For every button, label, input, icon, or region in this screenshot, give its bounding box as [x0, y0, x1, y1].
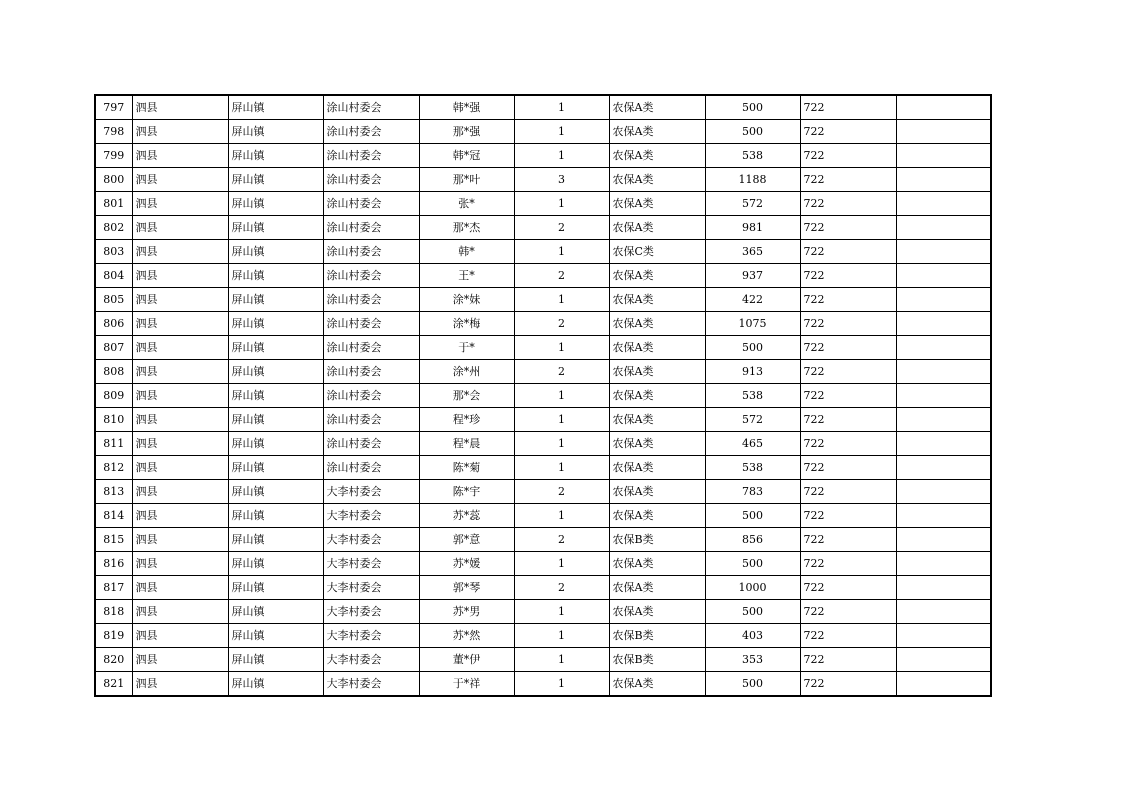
village-committee-cell: 大李村委会	[323, 600, 419, 624]
county-cell: 泗县	[132, 120, 228, 144]
household-size-cell: 1	[514, 95, 609, 120]
code-cell: 722	[800, 360, 896, 384]
category-cell: 农保A类	[609, 144, 705, 168]
table-row	[95, 480, 991, 504]
amount-cell: 538	[705, 384, 800, 408]
village-committee-cell: 大李村委会	[323, 504, 419, 528]
row-number-cell: 800	[95, 168, 132, 192]
amount-cell: 538	[705, 456, 800, 480]
table-row	[95, 552, 991, 576]
row-number-cell: 815	[95, 528, 132, 552]
name-cell: 韩*	[419, 240, 514, 264]
row-number-cell: 799	[95, 144, 132, 168]
table-row	[95, 312, 991, 336]
name-cell: 董*伊	[419, 648, 514, 672]
remark-cell	[896, 408, 991, 432]
remark-cell	[896, 168, 991, 192]
village-committee-cell: 涂山村委会	[323, 408, 419, 432]
village-committee-cell: 涂山村委会	[323, 240, 419, 264]
table-row	[95, 456, 991, 480]
town-cell: 屏山镇	[228, 504, 323, 528]
village-committee-cell: 涂山村委会	[323, 95, 419, 120]
household-size-cell: 1	[514, 432, 609, 456]
town-cell: 屏山镇	[228, 480, 323, 504]
amount-cell: 500	[705, 336, 800, 360]
category-cell: 农保B类	[609, 624, 705, 648]
row-number-cell: 797	[95, 95, 132, 120]
village-committee-cell: 大李村委会	[323, 648, 419, 672]
household-size-cell: 1	[514, 144, 609, 168]
amount-cell: 353	[705, 648, 800, 672]
name-cell: 涂*梅	[419, 312, 514, 336]
amount-cell: 856	[705, 528, 800, 552]
town-cell: 屏山镇	[228, 600, 323, 624]
code-cell: 722	[800, 672, 896, 697]
town-cell: 屏山镇	[228, 360, 323, 384]
code-cell: 722	[800, 624, 896, 648]
category-cell: 农保A类	[609, 432, 705, 456]
household-size-cell: 1	[514, 600, 609, 624]
town-cell: 屏山镇	[228, 264, 323, 288]
town-cell: 屏山镇	[228, 408, 323, 432]
table-row	[95, 432, 991, 456]
table-row	[95, 192, 991, 216]
amount-cell: 913	[705, 360, 800, 384]
code-cell: 722	[800, 408, 896, 432]
amount-cell: 937	[705, 264, 800, 288]
household-size-cell: 2	[514, 312, 609, 336]
row-number-cell: 807	[95, 336, 132, 360]
code-cell: 722	[800, 168, 896, 192]
table-row	[95, 168, 991, 192]
county-cell: 泗县	[132, 456, 228, 480]
town-cell: 屏山镇	[228, 144, 323, 168]
remark-cell	[896, 648, 991, 672]
category-cell: 农保A类	[609, 168, 705, 192]
amount-cell: 500	[705, 600, 800, 624]
table-row	[95, 504, 991, 528]
amount-cell: 1075	[705, 312, 800, 336]
table-row	[95, 672, 991, 697]
village-committee-cell: 涂山村委会	[323, 288, 419, 312]
town-cell: 屏山镇	[228, 432, 323, 456]
amount-cell: 403	[705, 624, 800, 648]
county-cell: 泗县	[132, 216, 228, 240]
county-cell: 泗县	[132, 312, 228, 336]
county-cell: 泗县	[132, 528, 228, 552]
code-cell: 722	[800, 95, 896, 120]
category-cell: 农保A类	[609, 120, 705, 144]
name-cell: 张*	[419, 192, 514, 216]
town-cell: 屏山镇	[228, 648, 323, 672]
county-cell: 泗县	[132, 192, 228, 216]
county-cell: 泗县	[132, 168, 228, 192]
category-cell: 农保A类	[609, 408, 705, 432]
household-size-cell: 1	[514, 336, 609, 360]
table-row	[95, 336, 991, 360]
county-cell: 泗县	[132, 240, 228, 264]
name-cell: 陈*宇	[419, 480, 514, 504]
code-cell: 722	[800, 216, 896, 240]
county-cell: 泗县	[132, 480, 228, 504]
name-cell: 韩*冠	[419, 144, 514, 168]
code-cell: 722	[800, 600, 896, 624]
name-cell: 苏*然	[419, 624, 514, 648]
category-cell: 农保B类	[609, 648, 705, 672]
remark-cell	[896, 192, 991, 216]
town-cell: 屏山镇	[228, 168, 323, 192]
amount-cell: 500	[705, 504, 800, 528]
remark-cell	[896, 528, 991, 552]
category-cell: 农保A类	[609, 552, 705, 576]
name-cell: 王*	[419, 264, 514, 288]
county-cell: 泗县	[132, 432, 228, 456]
code-cell: 722	[800, 144, 896, 168]
village-committee-cell: 大李村委会	[323, 624, 419, 648]
village-committee-cell: 涂山村委会	[323, 192, 419, 216]
household-size-cell: 1	[514, 504, 609, 528]
county-cell: 泗县	[132, 144, 228, 168]
code-cell: 722	[800, 240, 896, 264]
amount-cell: 981	[705, 216, 800, 240]
table-row	[95, 624, 991, 648]
remark-cell	[896, 312, 991, 336]
remark-cell	[896, 336, 991, 360]
household-size-cell: 1	[514, 240, 609, 264]
row-number-cell: 818	[95, 600, 132, 624]
village-committee-cell: 大李村委会	[323, 672, 419, 697]
table-row	[95, 120, 991, 144]
village-committee-cell: 涂山村委会	[323, 216, 419, 240]
table-row	[95, 360, 991, 384]
row-number-cell: 804	[95, 264, 132, 288]
remark-cell	[896, 360, 991, 384]
county-cell: 泗县	[132, 576, 228, 600]
remark-cell	[896, 552, 991, 576]
table-body	[95, 95, 991, 696]
town-cell: 屏山镇	[228, 528, 323, 552]
household-size-cell: 2	[514, 360, 609, 384]
category-cell: 农保C类	[609, 240, 705, 264]
category-cell: 农保A类	[609, 576, 705, 600]
remark-cell	[896, 95, 991, 120]
amount-cell: 1000	[705, 576, 800, 600]
remark-cell	[896, 600, 991, 624]
table-row	[95, 384, 991, 408]
county-cell: 泗县	[132, 336, 228, 360]
row-number-cell: 809	[95, 384, 132, 408]
category-cell: 农保A类	[609, 216, 705, 240]
name-cell: 于*祥	[419, 672, 514, 697]
row-number-cell: 813	[95, 480, 132, 504]
category-cell: 农保A类	[609, 192, 705, 216]
category-cell: 农保A类	[609, 360, 705, 384]
village-committee-cell: 涂山村委会	[323, 456, 419, 480]
code-cell: 722	[800, 312, 896, 336]
category-cell: 农保A类	[609, 456, 705, 480]
household-size-cell: 2	[514, 480, 609, 504]
name-cell: 程*晨	[419, 432, 514, 456]
code-cell: 722	[800, 120, 896, 144]
row-number-cell: 812	[95, 456, 132, 480]
row-number-cell: 816	[95, 552, 132, 576]
code-cell: 722	[800, 504, 896, 528]
household-size-cell: 1	[514, 672, 609, 697]
category-cell: 农保A类	[609, 600, 705, 624]
household-size-cell: 1	[514, 192, 609, 216]
amount-cell: 572	[705, 192, 800, 216]
remark-cell	[896, 240, 991, 264]
category-cell: 农保A类	[609, 384, 705, 408]
relief-list-table	[94, 94, 992, 697]
name-cell: 程*珍	[419, 408, 514, 432]
household-size-cell: 2	[514, 576, 609, 600]
household-size-cell: 3	[514, 168, 609, 192]
category-cell: 农保A类	[609, 264, 705, 288]
row-number-cell: 802	[95, 216, 132, 240]
amount-cell: 500	[705, 95, 800, 120]
code-cell: 722	[800, 648, 896, 672]
town-cell: 屏山镇	[228, 552, 323, 576]
row-number-cell: 801	[95, 192, 132, 216]
amount-cell: 538	[705, 144, 800, 168]
household-size-cell: 1	[514, 456, 609, 480]
name-cell: 那*会	[419, 384, 514, 408]
village-committee-cell: 涂山村委会	[323, 312, 419, 336]
county-cell: 泗县	[132, 504, 228, 528]
amount-cell: 1188	[705, 168, 800, 192]
village-committee-cell: 大李村委会	[323, 480, 419, 504]
town-cell: 屏山镇	[228, 240, 323, 264]
village-committee-cell: 涂山村委会	[323, 384, 419, 408]
remark-cell	[896, 624, 991, 648]
remark-cell	[896, 480, 991, 504]
household-size-cell: 1	[514, 648, 609, 672]
household-size-cell: 1	[514, 408, 609, 432]
name-cell: 涂*妹	[419, 288, 514, 312]
town-cell: 屏山镇	[228, 456, 323, 480]
category-cell: 农保A类	[609, 504, 705, 528]
table-row	[95, 648, 991, 672]
name-cell: 苏*男	[419, 600, 514, 624]
household-size-cell: 1	[514, 120, 609, 144]
table-row	[95, 216, 991, 240]
county-cell: 泗县	[132, 672, 228, 697]
table-row	[95, 528, 991, 552]
table-row	[95, 264, 991, 288]
county-cell: 泗县	[132, 600, 228, 624]
amount-cell: 465	[705, 432, 800, 456]
row-number-cell: 798	[95, 120, 132, 144]
row-number-cell: 814	[95, 504, 132, 528]
name-cell: 韩*强	[419, 95, 514, 120]
name-cell: 那*叶	[419, 168, 514, 192]
table-row	[95, 288, 991, 312]
row-number-cell: 821	[95, 672, 132, 697]
category-cell: 农保B类	[609, 528, 705, 552]
town-cell: 屏山镇	[228, 312, 323, 336]
town-cell: 屏山镇	[228, 216, 323, 240]
name-cell: 陈*菊	[419, 456, 514, 480]
row-number-cell: 803	[95, 240, 132, 264]
category-cell: 农保A类	[609, 95, 705, 120]
amount-cell: 783	[705, 480, 800, 504]
category-cell: 农保A类	[609, 480, 705, 504]
county-cell: 泗县	[132, 624, 228, 648]
remark-cell	[896, 456, 991, 480]
county-cell: 泗县	[132, 408, 228, 432]
row-number-cell: 806	[95, 312, 132, 336]
name-cell: 郭*意	[419, 528, 514, 552]
row-number-cell: 811	[95, 432, 132, 456]
amount-cell: 422	[705, 288, 800, 312]
county-cell: 泗县	[132, 288, 228, 312]
village-committee-cell: 涂山村委会	[323, 168, 419, 192]
row-number-cell: 810	[95, 408, 132, 432]
county-cell: 泗县	[132, 552, 228, 576]
table-row	[95, 600, 991, 624]
row-number-cell: 805	[95, 288, 132, 312]
county-cell: 泗县	[132, 384, 228, 408]
code-cell: 722	[800, 456, 896, 480]
remark-cell	[896, 432, 991, 456]
village-committee-cell: 大李村委会	[323, 552, 419, 576]
code-cell: 722	[800, 432, 896, 456]
name-cell: 于*	[419, 336, 514, 360]
village-committee-cell: 涂山村委会	[323, 432, 419, 456]
code-cell: 722	[800, 528, 896, 552]
remark-cell	[896, 120, 991, 144]
town-cell: 屏山镇	[228, 672, 323, 697]
code-cell: 722	[800, 552, 896, 576]
village-committee-cell: 涂山村委会	[323, 120, 419, 144]
amount-cell: 572	[705, 408, 800, 432]
household-size-cell: 1	[514, 624, 609, 648]
name-cell: 那*强	[419, 120, 514, 144]
county-cell: 泗县	[132, 360, 228, 384]
household-size-cell: 1	[514, 552, 609, 576]
village-committee-cell: 大李村委会	[323, 528, 419, 552]
household-size-cell: 1	[514, 384, 609, 408]
town-cell: 屏山镇	[228, 192, 323, 216]
code-cell: 722	[800, 480, 896, 504]
household-size-cell: 2	[514, 528, 609, 552]
town-cell: 屏山镇	[228, 120, 323, 144]
town-cell: 屏山镇	[228, 336, 323, 360]
amount-cell: 500	[705, 672, 800, 697]
table-row	[95, 408, 991, 432]
village-committee-cell: 涂山村委会	[323, 264, 419, 288]
remark-cell	[896, 576, 991, 600]
household-size-cell: 2	[514, 264, 609, 288]
amount-cell: 365	[705, 240, 800, 264]
name-cell: 苏*蕊	[419, 504, 514, 528]
category-cell: 农保A类	[609, 336, 705, 360]
table-row	[95, 576, 991, 600]
row-number-cell: 808	[95, 360, 132, 384]
town-cell: 屏山镇	[228, 95, 323, 120]
category-cell: 农保A类	[609, 312, 705, 336]
amount-cell: 500	[705, 552, 800, 576]
remark-cell	[896, 216, 991, 240]
remark-cell	[896, 384, 991, 408]
town-cell: 屏山镇	[228, 288, 323, 312]
row-number-cell: 819	[95, 624, 132, 648]
village-committee-cell: 大李村委会	[323, 576, 419, 600]
name-cell: 那*杰	[419, 216, 514, 240]
table-row	[95, 144, 991, 168]
code-cell: 722	[800, 192, 896, 216]
code-cell: 722	[800, 336, 896, 360]
household-size-cell: 2	[514, 216, 609, 240]
amount-cell: 500	[705, 120, 800, 144]
village-committee-cell: 涂山村委会	[323, 336, 419, 360]
town-cell: 屏山镇	[228, 624, 323, 648]
table-row	[95, 240, 991, 264]
village-committee-cell: 涂山村委会	[323, 360, 419, 384]
code-cell: 722	[800, 384, 896, 408]
code-cell: 722	[800, 264, 896, 288]
category-cell: 农保A类	[609, 672, 705, 697]
name-cell: 苏*媛	[419, 552, 514, 576]
row-number-cell: 817	[95, 576, 132, 600]
remark-cell	[896, 144, 991, 168]
remark-cell	[896, 264, 991, 288]
code-cell: 722	[800, 576, 896, 600]
remark-cell	[896, 504, 991, 528]
village-committee-cell: 涂山村委会	[323, 144, 419, 168]
name-cell: 涂*州	[419, 360, 514, 384]
code-cell: 722	[800, 288, 896, 312]
county-cell: 泗县	[132, 264, 228, 288]
household-size-cell: 1	[514, 288, 609, 312]
town-cell: 屏山镇	[228, 384, 323, 408]
remark-cell	[896, 288, 991, 312]
name-cell: 郭*琴	[419, 576, 514, 600]
town-cell: 屏山镇	[228, 576, 323, 600]
county-cell: 泗县	[132, 95, 228, 120]
remark-cell	[896, 672, 991, 697]
row-number-cell: 820	[95, 648, 132, 672]
category-cell: 农保A类	[609, 288, 705, 312]
table-row	[95, 95, 991, 120]
county-cell: 泗县	[132, 648, 228, 672]
